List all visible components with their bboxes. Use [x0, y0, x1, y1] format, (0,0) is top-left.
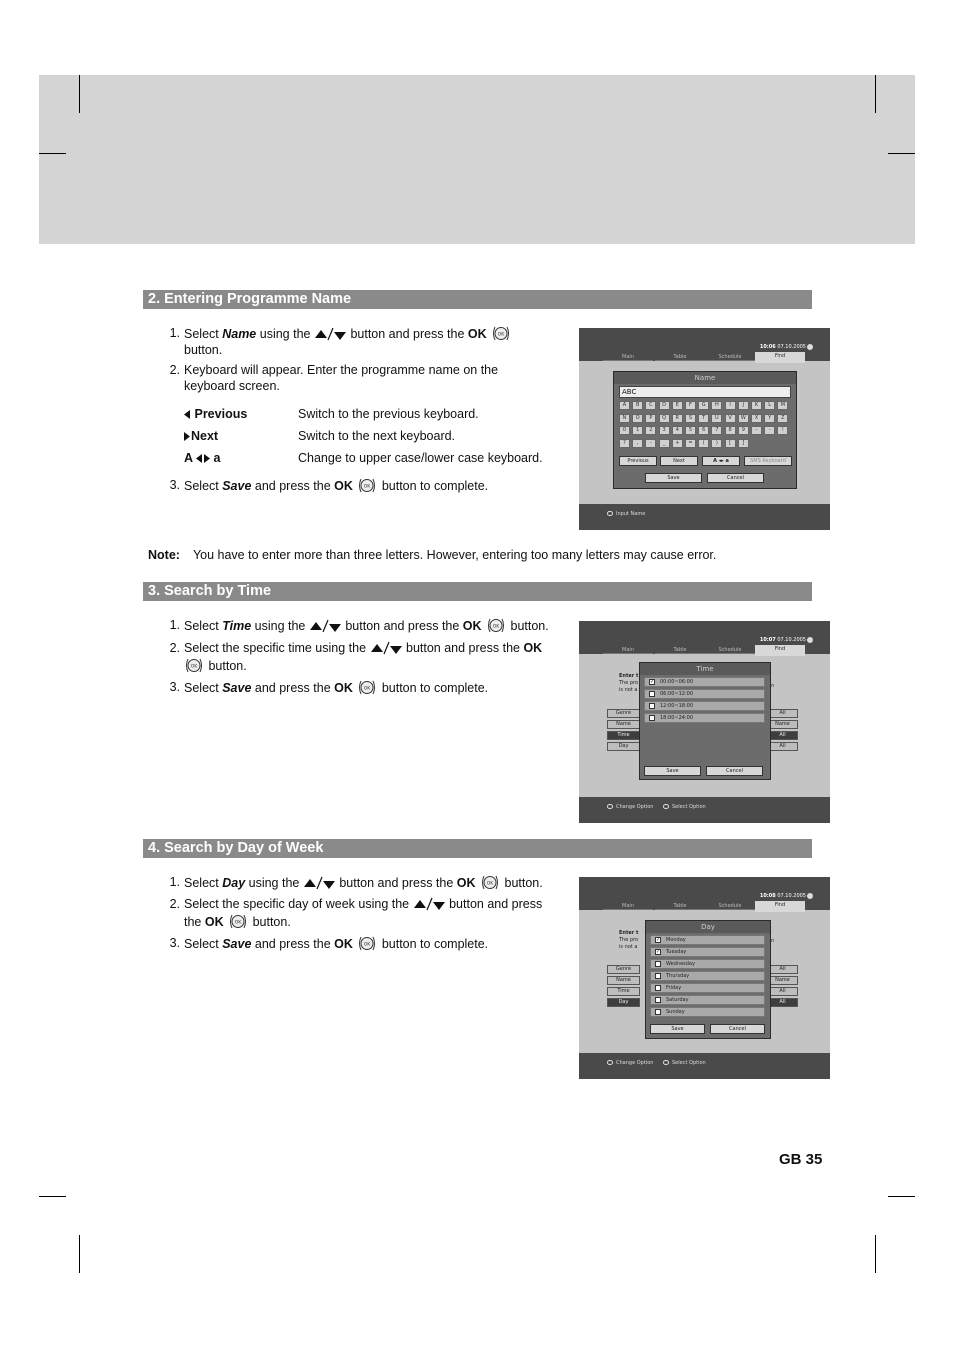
option-value[interactable]: All — [767, 998, 798, 1007]
crop-mark — [888, 1196, 915, 1197]
keyboard-key[interactable]: W — [738, 414, 749, 423]
checkbox-option[interactable] — [644, 689, 765, 699]
clock-icon — [807, 637, 813, 643]
save-button[interactable]: Save — [645, 473, 702, 483]
section-heading-search-by-time: 3. Search by Time — [143, 582, 812, 601]
option-label: Wednesday — [666, 961, 695, 967]
day-dialog — [645, 920, 771, 1039]
key-label: Next — [191, 429, 219, 443]
background-text: The pro — [619, 680, 639, 686]
keyboard-key[interactable]: G — [698, 401, 709, 410]
step-text — [184, 874, 543, 891]
checkbox-checked-icon: ✓ — [650, 679, 655, 685]
keyboard-key[interactable]: ! — [777, 426, 788, 435]
keyboard-key[interactable]: A — [619, 401, 630, 410]
ok-button-icon — [480, 874, 500, 891]
ok-button-icon — [357, 477, 377, 494]
up-down-arrows-icon — [303, 875, 336, 890]
dialog-title: Name — [614, 372, 796, 384]
keyboard-key[interactable]: ( — [698, 439, 709, 448]
ok-label: OK — [204, 915, 224, 929]
hint-text: Input Name — [616, 511, 646, 517]
step-number: 3. — [169, 478, 180, 492]
svg-text:OK: OK — [486, 881, 494, 887]
hint-input-name — [607, 511, 645, 517]
ok-button-icon — [357, 935, 377, 952]
svg-text:OK: OK — [190, 664, 198, 670]
text: button and press the — [406, 641, 524, 655]
save-button[interactable]: Save — [650, 1024, 705, 1034]
ok-label: OK — [523, 641, 543, 655]
page-number: GB 35 — [779, 1151, 823, 1168]
hint-select-option — [663, 804, 706, 810]
tab-main: Main — [603, 353, 653, 361]
keyboard-key[interactable]: B — [632, 401, 643, 410]
screenshot-time-select — [579, 621, 830, 823]
checkbox-icon — [649, 691, 655, 697]
keyboard-key[interactable]: - — [645, 439, 656, 448]
hint-change-option — [607, 1060, 653, 1066]
checkbox-option[interactable] — [650, 971, 765, 981]
text: button. — [205, 659, 247, 673]
text-emphasis: Save — [222, 479, 252, 493]
background-text: is not a — [619, 687, 638, 693]
key-label: Previous — [194, 407, 248, 421]
text: using the — [245, 876, 303, 890]
key-label: a — [213, 451, 221, 465]
keyboard-key[interactable]: X — [751, 414, 762, 423]
keyboard-key[interactable]: 9 — [738, 426, 749, 435]
ok-button-icon — [184, 657, 204, 674]
text: button and press the — [350, 327, 468, 341]
option-label[interactable]: Time — [607, 731, 640, 740]
screen-bottom-bar — [579, 1053, 830, 1079]
option-label: 12:00~18:00 — [660, 703, 694, 709]
checkbox-option[interactable] — [650, 935, 765, 945]
tab-table: Table — [655, 646, 705, 654]
keyboard-key[interactable]: E — [672, 401, 683, 410]
text: Select — [184, 876, 223, 890]
keyboard-key[interactable]: F — [685, 401, 696, 410]
up-down-arrows-icon — [309, 618, 342, 633]
text: button. — [501, 876, 543, 890]
tab-schedule: Schedule — [705, 646, 755, 654]
keyboard-key[interactable]: I — [725, 401, 736, 410]
svg-text:OK: OK — [234, 920, 242, 926]
section-heading-entering-name: 2. Entering Programme Name — [143, 290, 812, 309]
tab-table: Table — [655, 353, 705, 361]
hint-select-option — [663, 1060, 706, 1066]
hint-text: Select Option — [672, 1060, 706, 1066]
time-dialog — [639, 662, 771, 780]
tab-find: Find — [755, 352, 805, 363]
checkbox-icon — [655, 1009, 661, 1015]
svg-text:OK: OK — [364, 686, 371, 692]
ok-label: OK — [456, 876, 476, 890]
option-label: 18:00~24:00 — [660, 715, 694, 721]
up-down-arrows-icon — [314, 326, 347, 341]
checkbox-checked-icon: ✓ — [656, 949, 661, 955]
step-text — [184, 935, 488, 952]
option-label: Tuesday — [666, 949, 687, 955]
step-number: 1. — [169, 326, 180, 340]
ok-label: OK — [334, 681, 353, 695]
cancel-button[interactable]: Cancel — [707, 473, 764, 483]
hint-text: Change Option — [616, 1060, 654, 1066]
step-text — [184, 325, 512, 342]
text-emphasis: Name — [222, 327, 257, 341]
text: using the — [251, 619, 309, 633]
checkbox-icon — [655, 961, 661, 967]
text: button to complete. — [378, 681, 489, 695]
checkbox-option[interactable] — [650, 947, 765, 957]
step-text-continued: button. — [184, 343, 223, 357]
text: button. — [249, 915, 291, 929]
svg-text:OK: OK — [364, 942, 371, 948]
tab-table: Table — [655, 902, 705, 910]
keyboard-key[interactable]: + — [672, 439, 683, 448]
screen-bottom-bar — [579, 797, 830, 823]
step-number: 1. — [169, 618, 180, 632]
background-text: The pro — [619, 937, 639, 943]
ok-hint-icon — [607, 511, 613, 516]
option-value[interactable]: All — [767, 965, 798, 974]
keyboard-key[interactable]: U — [711, 414, 722, 423]
option-label[interactable]: Genre — [607, 965, 640, 974]
step-text — [184, 617, 549, 634]
ok-button-icon — [228, 913, 248, 930]
hint-change-option — [607, 804, 653, 810]
ok-label: OK — [334, 479, 353, 493]
keyboard-key[interactable]: , — [632, 439, 643, 448]
option-label: 06:00~12:00 — [660, 691, 694, 697]
cancel-button[interactable]: Cancel — [706, 766, 763, 776]
name-input[interactable]: ABC — [619, 386, 791, 398]
text: button and press the — [339, 876, 457, 890]
step-number: 2. — [169, 363, 180, 377]
checkbox-option[interactable] — [650, 983, 765, 993]
arrow-hint-icon — [607, 804, 613, 809]
step-number: 2. — [169, 897, 180, 911]
keyboard-key[interactable]: ] — [738, 439, 749, 448]
next-button[interactable]: Next — [660, 456, 698, 466]
option-label: Thursday — [666, 973, 690, 979]
case-toggle-button[interactable]: A ◂▸ a — [702, 456, 740, 466]
text: Select the specific day of week using the — [184, 897, 413, 911]
step-text — [184, 640, 542, 656]
text-emphasis: Day — [222, 876, 246, 890]
triangle-left-icon — [184, 410, 191, 419]
ok-button-icon — [486, 617, 506, 634]
tab-main: Main — [603, 902, 653, 910]
text-emphasis: Time — [222, 619, 252, 633]
keyboard-key[interactable]: M — [777, 401, 788, 410]
checkbox-option[interactable] — [650, 959, 765, 969]
key-previous — [184, 406, 247, 422]
ok-label: OK — [334, 937, 353, 951]
option-label[interactable]: Name — [607, 976, 640, 985]
note — [148, 547, 716, 563]
hint-text: Select Option — [672, 804, 706, 810]
option-value[interactable]: All — [767, 731, 798, 740]
keyboard-key[interactable]: Q — [659, 414, 670, 423]
up-down-arrows-icon — [370, 640, 403, 655]
dialog-title: Time — [640, 663, 770, 675]
option-value[interactable]: All — [767, 742, 798, 751]
text: and press the — [251, 937, 335, 951]
step-text-continued — [184, 657, 247, 674]
crop-mark — [39, 1196, 66, 1197]
step-text — [184, 477, 488, 494]
option-value[interactable]: Name — [767, 720, 798, 729]
checkbox-option[interactable] — [650, 995, 765, 1005]
text: Select — [184, 327, 223, 341]
clock-date: 07.10.2005 — [777, 637, 806, 643]
checkbox-icon — [649, 703, 655, 709]
checkbox-option[interactable] — [650, 1007, 765, 1017]
ok-button-icon — [357, 679, 377, 696]
keyboard-key[interactable]: ) — [711, 439, 722, 448]
option-label: 00:00~06:00 — [660, 679, 694, 685]
up-down-arrows-icon — [413, 896, 446, 911]
key-case — [184, 450, 221, 466]
step-text — [184, 679, 488, 696]
name-keyboard-dialog — [613, 371, 797, 489]
text: Select — [184, 479, 223, 493]
tab-find: Find — [755, 901, 805, 912]
ok-hint-icon — [663, 804, 669, 809]
crop-mark — [888, 153, 915, 154]
clock-icon — [807, 893, 813, 899]
tab-schedule: Schedule — [705, 902, 755, 910]
keyboard-key[interactable]: 7 — [711, 426, 722, 435]
ok-label: OK — [467, 327, 487, 341]
keyboard-key[interactable]: 5 — [685, 426, 696, 435]
option-label[interactable]: Day — [607, 998, 640, 1007]
option-label: Sunday — [666, 1009, 685, 1015]
screen-clock — [760, 344, 806, 350]
checkbox-option[interactable] — [644, 713, 765, 723]
step-number: 3. — [169, 936, 180, 950]
option-value[interactable]: All — [767, 709, 798, 718]
text: button to complete. — [378, 479, 489, 493]
note-text: You have to enter more than three letters. However, entering too many letters may cause error. — [192, 548, 717, 562]
text: using the — [256, 327, 314, 341]
step-text — [184, 896, 542, 912]
keyboard-key[interactable]: C — [645, 401, 656, 410]
text: button. — [507, 619, 549, 633]
screenshot-day-select — [579, 877, 830, 1079]
keyboard-key[interactable]: H — [711, 401, 722, 410]
step-number: 2. — [169, 641, 180, 655]
section-heading-search-by-day: 4. Search by Day of Week — [143, 839, 812, 858]
crop-mark — [875, 75, 876, 113]
clock-date: 07.10.2005 — [777, 344, 806, 350]
step-text-continued — [184, 913, 291, 930]
crop-mark — [39, 153, 66, 154]
keyboard-key[interactable]: Z — [777, 414, 788, 423]
keyboard-key[interactable]: 8 — [725, 426, 736, 435]
keyboard-key[interactable]: 2 — [645, 426, 656, 435]
clock-date: 07.10.2005 — [777, 893, 806, 899]
keyboard-key[interactable]: 3 — [659, 426, 670, 435]
screenshot-name-keyboard — [579, 328, 830, 530]
text: and press the — [251, 479, 335, 493]
checkbox-option[interactable] — [644, 677, 765, 687]
step-number: 3. — [169, 680, 180, 694]
crop-mark — [79, 75, 80, 113]
checkbox-icon — [649, 715, 655, 721]
keyboard-key[interactable]: = — [685, 439, 696, 448]
keyboard-key[interactable]: _ — [659, 439, 670, 448]
keyboard-key[interactable]: P — [645, 414, 656, 423]
tab-schedule: Schedule — [705, 353, 755, 361]
ok-hint-icon — [663, 1060, 669, 1065]
option-label: Saturday — [666, 997, 689, 1003]
key-description: Change to upper case/lower case keyboard. — [298, 451, 543, 465]
text: Select — [184, 619, 223, 633]
ok-label: OK — [462, 619, 482, 633]
option-label: Friday — [666, 985, 682, 991]
keyboard-key[interactable]: 0 — [619, 426, 630, 435]
key-description: Switch to the previous keyboard. — [298, 407, 479, 421]
svg-text:OK: OK — [492, 624, 500, 630]
keyboard-key[interactable]: S — [685, 414, 696, 423]
step-text: Keyboard will appear. Enter the programme name on the — [184, 363, 499, 377]
header-band — [39, 75, 915, 244]
checkbox-option[interactable] — [644, 701, 765, 711]
clock-time: 10:07 — [759, 637, 776, 643]
background-text: n — [771, 683, 775, 689]
keyboard-key[interactable]: D — [659, 401, 670, 410]
keyboard-key[interactable]: - — [764, 426, 775, 435]
keyboard-key[interactable]: ? — [619, 439, 630, 448]
keyboard-key[interactable]: J — [738, 401, 749, 410]
step-text-continued: keyboard screen. — [184, 379, 280, 393]
screen-clock — [760, 893, 806, 899]
crop-mark — [875, 1235, 876, 1273]
option-label[interactable]: Time — [607, 987, 640, 996]
option-label[interactable]: Day — [607, 742, 640, 751]
text: button and press — [449, 897, 543, 911]
svg-text:OK: OK — [497, 332, 505, 338]
text: Select — [184, 681, 223, 695]
background-text: Enter t — [619, 930, 639, 936]
tab-find: Find — [755, 645, 805, 656]
text: button and press the — [345, 619, 463, 633]
sms-keyboard-button[interactable]: SMS Keyboard — [744, 456, 792, 466]
option-label[interactable]: Name — [607, 720, 640, 729]
option-label: Monday — [666, 937, 686, 943]
background-text: n — [771, 938, 775, 944]
background-text: Enter t — [619, 673, 639, 679]
key-description: Switch to the next keyboard. — [298, 429, 456, 443]
checkbox-icon — [655, 973, 661, 979]
text-emphasis: Save — [222, 937, 252, 951]
key-next — [184, 428, 218, 444]
screen-clock — [760, 637, 806, 643]
keyboard-key[interactable]: N — [619, 414, 630, 423]
option-value[interactable]: All — [767, 987, 798, 996]
svg-text:OK: OK — [364, 484, 371, 490]
option-value[interactable]: Name — [767, 976, 798, 985]
text-emphasis: Save — [222, 681, 252, 695]
clock-time: 10:06 — [759, 344, 776, 350]
previous-button[interactable]: Previous — [619, 456, 657, 466]
checkbox-icon — [655, 997, 661, 1003]
keyboard-key[interactable]: 1 — [632, 426, 643, 435]
crop-mark — [79, 1235, 80, 1273]
save-button[interactable]: Save — [644, 766, 701, 776]
dialog-title: Day — [646, 921, 770, 933]
key-label: A — [184, 451, 193, 465]
keyboard-key[interactable]: K — [751, 401, 762, 410]
text: the — [184, 915, 205, 929]
tab-main: Main — [603, 646, 653, 654]
triangle-right-icon — [184, 432, 191, 441]
checkbox-icon — [655, 985, 661, 991]
keyboard-key[interactable]: V — [725, 414, 736, 423]
keyboard-key[interactable]: 6 — [698, 426, 709, 435]
keyboard-key[interactable]: - — [751, 426, 762, 435]
hint-text: Change Option — [616, 804, 654, 810]
keyboard-key[interactable]: [ — [725, 439, 736, 448]
note-label: Note: — [148, 548, 180, 562]
ok-button-icon — [491, 325, 511, 342]
cancel-button[interactable]: Cancel — [710, 1024, 765, 1034]
keyboard-key[interactable]: Y — [764, 414, 775, 423]
text: button to complete. — [378, 937, 489, 951]
left-right-arrows-icon — [196, 454, 210, 463]
keyboard-key[interactable]: T — [698, 414, 709, 423]
keyboard-key[interactable]: 4 — [672, 426, 683, 435]
keyboard-key[interactable]: R — [672, 414, 683, 423]
checkbox-checked-icon: ✓ — [656, 937, 661, 943]
text: Select the specific time using the — [184, 641, 370, 655]
text: and press the — [251, 681, 335, 695]
text: Select — [184, 937, 223, 951]
step-number: 1. — [169, 875, 180, 889]
clock-time: 10:08 — [759, 893, 776, 899]
background-text: is not a — [619, 944, 638, 950]
arrow-hint-icon — [607, 1060, 613, 1065]
keyboard-key[interactable]: L — [764, 401, 775, 410]
keyboard-key[interactable]: O — [632, 414, 643, 423]
clock-icon — [807, 344, 813, 350]
screen-bottom-bar — [579, 504, 830, 530]
option-label[interactable]: Genre — [607, 709, 640, 718]
